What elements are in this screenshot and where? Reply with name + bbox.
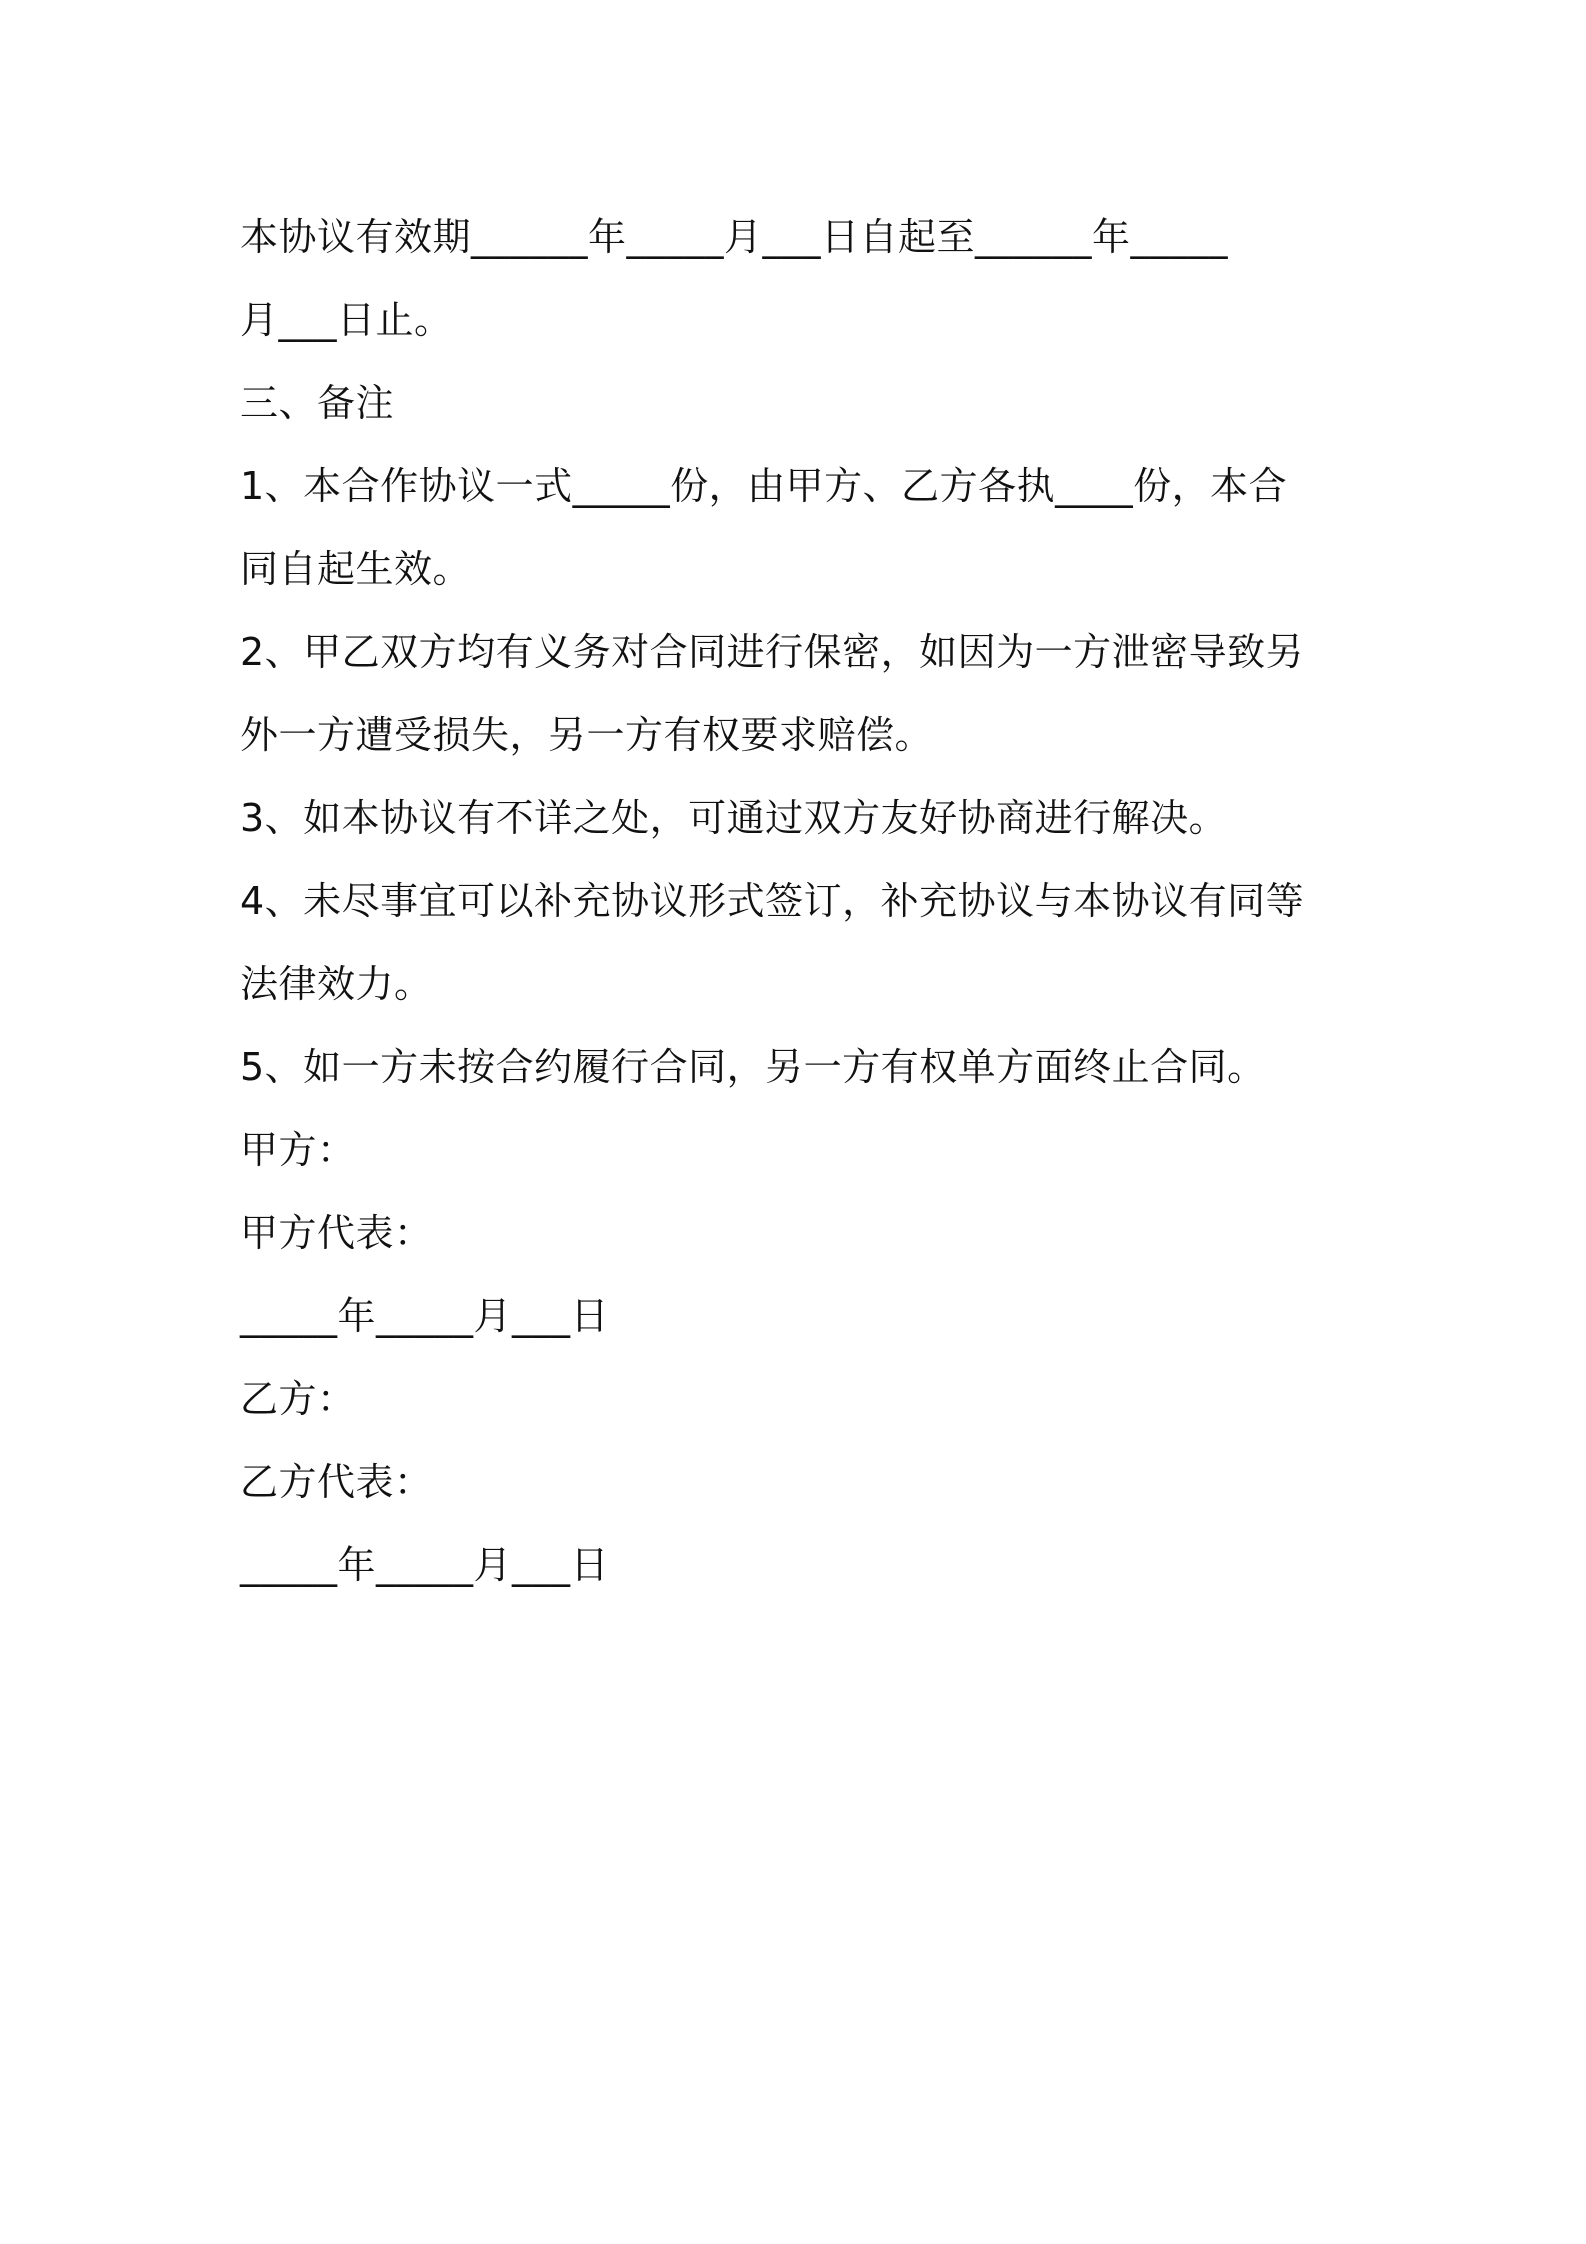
party-a-representative-label: 甲方代表： (240, 1211, 433, 1255)
clause-5: 5、如一方未按合约履行合同，另一方有权单方面终止合同。 (240, 1045, 1266, 1089)
party-a-date-line: _____年_____月___日 (240, 1294, 610, 1338)
party-b-label: 乙方： (240, 1377, 356, 1421)
clause-3: 3、如本协议有不详之处，可通过双方友好协商进行解决。 (240, 796, 1228, 840)
clause-1-line-2: 同自起生效。 (240, 547, 472, 591)
validity-period-line-2: 月___日止。 (240, 298, 453, 342)
party-b-representative-label: 乙方代表： (240, 1460, 433, 1504)
party-b-date-line: _____年_____月___日 (240, 1543, 610, 1587)
clause-4-line-1: 4、未尽事宜可以补充协议形式签订，补充协议与本协议有同等 (240, 879, 1305, 923)
clause-4-line-2: 法律效力。 (240, 962, 433, 1006)
section-heading-remarks: 三、备注 (240, 381, 395, 425)
validity-period-line-1: 本协议有效期______年_____月___日自起至______年_____ (240, 215, 1229, 259)
document-body (240, 196, 1350, 1607)
party-a-label: 甲方： (240, 1128, 356, 1172)
clause-1-line-1: 1、本合作协议一式_____份，由甲方、乙方各执____份，本合 (240, 464, 1288, 508)
clause-2-line-1: 2、甲乙双方均有义务对合同进行保密，如因为一方泄密导致另 (240, 630, 1305, 674)
clause-2-line-2: 外一方遭受损失，另一方有权要求赔偿。 (240, 713, 934, 757)
